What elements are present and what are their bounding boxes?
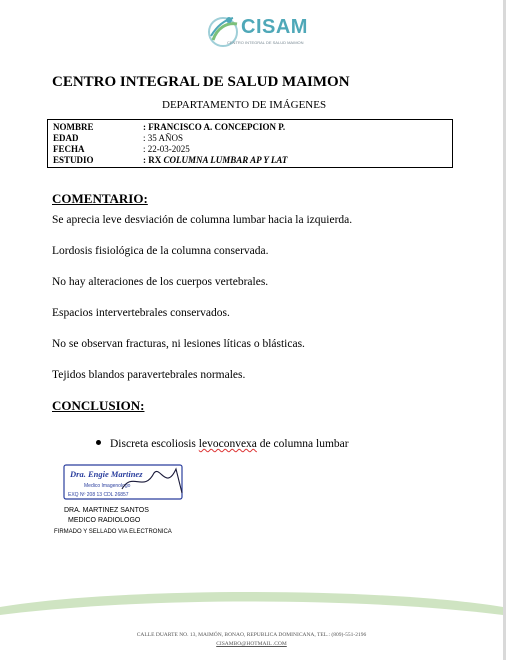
- age-label: EDAD: [53, 133, 79, 143]
- department-title: DEPARTAMENTO DE IMÁGENES: [162, 99, 327, 111]
- comment-line: No hay alteraciones de los cuerpos vertebrales.: [52, 276, 269, 288]
- comment-line: Lordosis fisiológica de la columna conservada.: [52, 245, 269, 257]
- conclusion-text-start: Discreta escoliosis: [110, 438, 199, 450]
- stamp-exequatur: EXQ Nº 208 13 CDL 26857: [68, 492, 129, 498]
- study-name: COLUMNA LUMBAR AP Y LAT: [163, 155, 288, 165]
- comment-line: Tejidos blandos paravertebrales normales.: [52, 369, 246, 381]
- name-value: : FRANCISCO A. CONCEPCION P.: [143, 122, 286, 132]
- logo-subtitle: CENTRO INTEGRAL DE SALUD MAIMON: [227, 40, 304, 45]
- conclusion-text-end: de columna lumbar: [256, 438, 349, 450]
- footer-wave-decoration: [0, 585, 503, 660]
- age-value: : 35 AÑOS: [143, 133, 184, 143]
- bullet-icon: [96, 440, 101, 445]
- stamp-role: Medico Imagenologo: [84, 483, 131, 489]
- date-label: FECHA: [53, 144, 85, 154]
- name-label: NOMBRE: [53, 122, 94, 132]
- cisam-logo: [203, 10, 313, 52]
- signature-stamp: [62, 463, 190, 503]
- study-label: ESTUDIO: [53, 155, 94, 165]
- footer-address: CALLE DUARTE NO. 13, MAIMÓN, BONAO, REPUBLICA DOMINICANA, TEL.: (809)-551-2196: [136, 632, 367, 638]
- date-value: : 22-03-2025: [143, 144, 190, 154]
- study-value: [143, 155, 287, 166]
- comment-line: Espacios intervertebrales conservados.: [52, 307, 230, 319]
- comment-heading: COMENTARIO:: [52, 191, 148, 206]
- conclusion-heading: CONCLUSION:: [52, 398, 145, 413]
- footer-email-link[interactable]: CISAMBO@HOTMAIL .COM: [216, 641, 287, 647]
- footer-email: [0, 641, 503, 647]
- logo-wordmark: CISAM: [241, 16, 308, 38]
- signer-name: DRA. MARTINEZ SANTOS: [64, 507, 149, 514]
- signer-role: MEDICO RADIOLOGO: [68, 517, 141, 524]
- comment-line: No se observan fracturas, ni lesiones líticas o blásticas.: [52, 338, 305, 350]
- comment-line: Se aprecia leve desviación de columna lumbar hacia la izquierda.: [52, 214, 353, 226]
- study-prefix: : RX: [143, 155, 164, 165]
- stamp-name: Dra. Engie Martinez: [70, 469, 143, 479]
- spellcheck-flagged-word: levoconvexa: [198, 438, 257, 450]
- conclusion-item: [96, 438, 349, 450]
- electronic-signature-note: FIRMADO Y SELLADO VIA ELECTRONICA: [54, 529, 172, 535]
- logo-figure-icon: [203, 10, 243, 52]
- patient-info-box: [47, 119, 453, 168]
- page-title: CENTRO INTEGRAL DE SALUD MAIMON: [52, 74, 350, 90]
